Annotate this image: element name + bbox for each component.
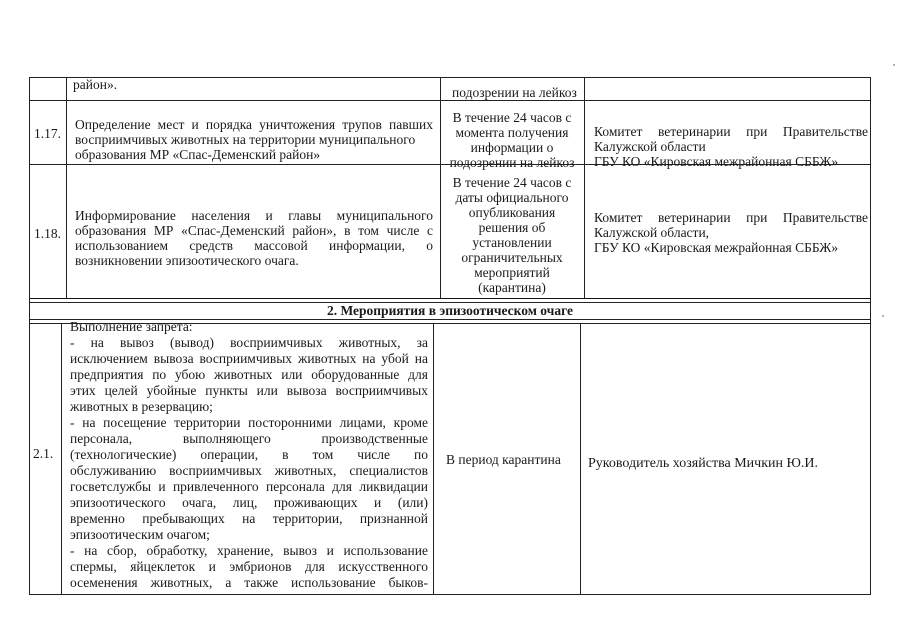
responsible-line: ГБУ КО «Кировская межрайонная СББЖ» [594,154,839,169]
deadline-line: решения об [478,220,546,235]
description-line: осеменения животных, а также использование быков- [70,575,428,590]
description-line: возникновении эпизоотического очага. [75,253,299,268]
description-line: Информирование населения и главы муниципального [75,208,433,223]
description-line: восприимчивых животных на территории муниципального [75,132,416,147]
col-divider [29,77,30,594]
description-line: - на посещение территории посторонними лицами, кроме [70,415,428,430]
description-line: образования МР «Спас-Деменский район», в том числе с [75,223,433,238]
deadline-line: момента получения [455,125,569,140]
description-line: Определение мест и порядка уничтожения трупов павших [75,117,433,132]
deadline-line: даты официального [455,190,569,205]
description-line: этих целей убойные пункты или вывоза восприимчивых [70,383,428,398]
row-number: 2.1. [33,446,54,461]
description-line: (технологические) операции, в том числе по [70,447,428,462]
deadline-line: (карантина) [478,280,546,295]
responsible-line: Калужской области [594,139,706,154]
scan-speck [882,315,884,317]
description-line: - на сбор, обработку, хранение, вывоз и использование [70,543,428,558]
deadline-line: В течение 24 часов с [452,110,572,125]
description-line: персонала, выполняющего производственные [70,431,428,446]
description-line: животных в резервацию; [70,399,213,414]
description-line: эпизоотическим очагом; [70,527,210,542]
deadline-tail: подозрении на лейкоз [452,85,577,100]
deadline-text: В период карантина [446,452,561,467]
row-number: 1.17. [34,126,61,141]
deadline-line: подозрении на лейкоз [449,155,575,170]
description-line: эпизоотического очага, лиц, проживающих и (или) [70,495,428,510]
col-divider [580,323,581,594]
scan-speck [893,64,895,66]
description-line: исключением вывоза восприимчивых животных на убой на [70,351,428,366]
description-line: - на вывоз (вывод) восприимчивых животных, за [70,335,428,350]
col-divider [66,77,67,298]
row-divider [29,77,871,78]
responsible-line: Комитет ветеринарии при Правительстве [594,124,868,139]
description-line: образования МР «Спас-Деменский район» [75,147,321,162]
description-line: предприятия по убою животных или оборудованные для [70,367,428,382]
deadline-line: информации о [470,140,554,155]
col-divider [61,323,62,594]
responsible-line: ГБУ КО «Кировская межрайонная СББЖ» [594,240,839,255]
deadline-line: мероприятий [474,265,550,280]
row-divider [29,298,871,299]
responsible-line: Комитет ветеринарии при Правительстве [594,210,868,225]
description-line: обслуживанию восприимчивых животных, специалистов [70,463,428,478]
row-divider [29,594,871,595]
description-line: использованием средств массовой информации, о [75,238,433,253]
responsible-text: Руководитель хозяйства Мичкин Ю.И. [588,456,818,471]
col-divider [433,323,434,594]
row-divider [29,100,871,101]
deadline-line: установлении [472,235,552,250]
description-line: Выполнение запрета: [70,319,193,334]
description-line: временно пребывающих на территории, признанной [70,511,428,526]
deadline-line: опубликования [468,205,556,220]
deadline-line: ограничительных [461,250,563,265]
description-line: госветслужбы и привлеченного персонала для ликвидации [70,479,428,494]
col-divider [584,77,585,298]
responsible-line: Калужской области, [594,225,710,240]
row-number: 1.18. [34,226,61,241]
section-heading: 2. Мероприятия в эпизоотическом очаге [326,303,574,318]
description-tail: район». [73,77,118,92]
deadline-line: В течение 24 часов с [452,175,572,190]
col-divider [870,77,871,594]
description-line: спермы, яйцеклеток и эмбрионов для искусственного [70,559,428,574]
